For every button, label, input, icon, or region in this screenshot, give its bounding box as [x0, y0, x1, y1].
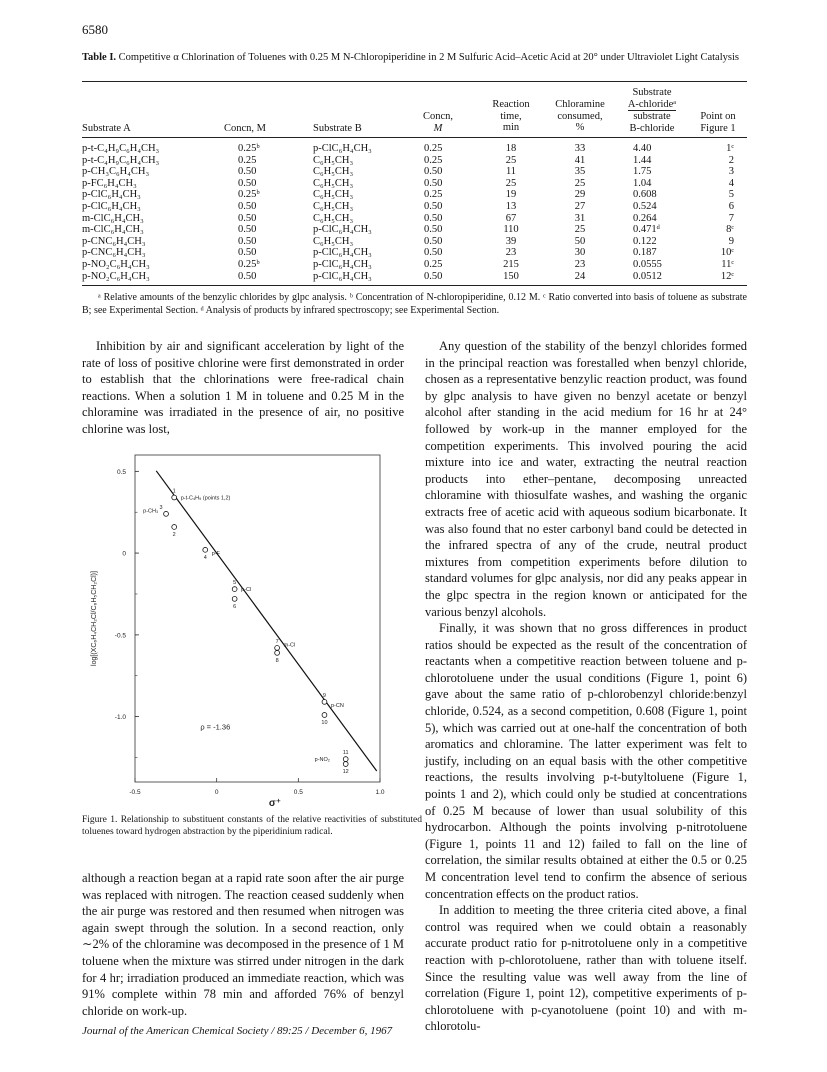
cell-chloramine-consumed: 30 — [574, 247, 586, 259]
data-point — [232, 587, 237, 592]
point-annotation: p-Cl — [241, 587, 252, 594]
cell-substrate-b: C₆H₅CH₃ — [313, 166, 354, 178]
point-label: 1 — [172, 488, 176, 495]
data-point — [164, 511, 169, 516]
header-point-on-figure: Point on Figure 1 — [700, 111, 736, 134]
data-point — [203, 547, 208, 552]
cell-substrate-b: C₆H₅CH₃ — [313, 201, 354, 212]
point-annotation: p-NO₂ — [314, 757, 330, 764]
cell-chloramine-consumed: 29 — [574, 189, 586, 201]
cell-concn-b: 0.50 — [424, 201, 443, 212]
cell-substrate-b: C₆H₅CH₃ — [313, 189, 354, 201]
y-tick-label: -1.0 — [114, 714, 126, 722]
cell-point: 6 — [728, 201, 734, 212]
x-tick-label: 0.5 — [293, 789, 303, 796]
cell-concn-a: 0.25 — [238, 154, 257, 166]
point-label: 11 — [342, 750, 349, 757]
cell-chloramine-consumed: 25 — [574, 177, 586, 189]
paragraph: although a reaction began at a rapid rate soon after the air purge was replaced with nitrogen. The reaction ceased suddenly when the air purge was restored and then resumed when nitrogen was again swept through the solution. In a second reaction, only ∼2% of the chloramine was decomposed in the presence of 1 M toluene when the mixture was stirred under nitrogen in the dark for 4 hr; irradiation produced an immediate reaction, which was 91% complete within 78 min and afforded 76% of benzyl chloride on work-up. — [82, 871, 404, 1018]
cell-point: 11ᶜ — [721, 259, 734, 270]
fit-line — [156, 471, 377, 771]
data-point — [322, 713, 327, 718]
cell-concn-b: 0.50 — [424, 235, 443, 247]
cell-substrate-a: m-ClC₆H₄CH₃ — [82, 212, 144, 224]
cell-ratio: 1.75 — [633, 166, 652, 178]
point-annotation: p-CH₃ — [143, 508, 159, 515]
header-substrate-b: Substrate B — [313, 123, 362, 134]
header-chloramine-consumed: Chloramine consumed, % — [555, 99, 605, 133]
cell-substrate-b: p-ClC₆H₄CH₃ — [313, 270, 372, 282]
cell-concn-a: 0.25ᵇ — [238, 189, 260, 201]
point-label: 5 — [233, 580, 237, 587]
data-point — [322, 699, 327, 704]
left-column-bottom — [82, 870, 404, 1019]
table-caption-text: Competitive α Chlorination of Toluenes with 0.25 M N-Chloropiperidine in 2 M Sulfuric Acid–Acetic Acid at 20° under Ultraviolet Light Catalysis — [118, 52, 739, 63]
cell-reaction-time: 11 — [505, 166, 517, 178]
point-label: 3 — [159, 504, 163, 511]
cell-point: 1ᶜ — [726, 143, 734, 154]
point-label: 8 — [275, 657, 279, 664]
point-annotation: p-t-C₄H₉ (points 1,2) — [180, 495, 231, 502]
cell-chloramine-consumed: 33 — [574, 143, 586, 154]
cell-point: 10ᶜ — [720, 247, 734, 259]
right-column — [425, 338, 747, 1035]
y-axis-label: log[(XC₆H₄CH₂Cl/C₆H₅CH₂Cl)] — [91, 571, 98, 666]
point-label: 9 — [322, 692, 326, 699]
cell-ratio: 1.04 — [633, 177, 652, 189]
cell-ratio: 0.0555 — [633, 259, 662, 270]
cell-reaction-time: 23 — [505, 247, 517, 259]
cell-substrate-a: m-ClC₆H₄CH₃ — [82, 224, 144, 236]
y-tick-label: 0 — [122, 550, 126, 558]
cell-concn-a: 0.25ᵇ — [238, 259, 260, 270]
header-substrate-a: Substrate A — [82, 123, 131, 134]
cell-point: 12ᶜ — [720, 270, 734, 282]
cell-chloramine-consumed: 35 — [574, 166, 586, 178]
cell-concn-b: 0.50 — [424, 224, 443, 236]
cell-substrate-b: p-ClC₆H₄CH₃ — [313, 247, 372, 259]
point-label: 2 — [172, 531, 176, 538]
cell-concn-a: 0.50 — [238, 212, 257, 224]
cell-concn-a: 0.50 — [238, 166, 257, 178]
chart-points — [160, 489, 349, 776]
cell-concn-b: 0.50 — [424, 166, 443, 178]
cell-ratio: 0.187 — [633, 247, 657, 259]
figure-1-chart — [82, 437, 422, 812]
data-point — [343, 762, 348, 767]
cell-point: 2 — [728, 154, 734, 166]
cell-concn-a: 0.50 — [238, 177, 257, 189]
cell-reaction-time: 13 — [505, 201, 517, 212]
cell-chloramine-consumed: 25 — [574, 224, 586, 236]
cell-substrate-b: p-ClC₆H₄CH₃ — [313, 259, 372, 270]
cell-concn-b: 0.50 — [424, 177, 443, 189]
data-point — [172, 525, 177, 530]
cell-substrate-a: p-NO₂C₆H₄CH₃ — [82, 270, 150, 282]
cell-concn-b: 0.25 — [424, 143, 443, 154]
cell-concn-b: 0.25 — [424, 154, 443, 166]
table-header-rule — [82, 137, 747, 138]
cell-reaction-time: 215 — [503, 259, 519, 270]
cell-concn-a: 0.50 — [238, 224, 257, 236]
cell-point: 7 — [728, 212, 734, 224]
point-label: 7 — [275, 638, 279, 645]
cell-point: 3 — [728, 166, 734, 178]
data-point — [275, 646, 280, 651]
x-axis-label: σ⁺ — [268, 798, 282, 809]
point-annotation: m-Cl — [283, 642, 296, 649]
cell-reaction-time: 67 — [505, 212, 517, 224]
cell-substrate-b: C₆H₅CH₃ — [313, 154, 354, 166]
cell-substrate-a: p-NO₂C₆H₄CH₃ — [82, 259, 150, 270]
cell-substrate-b: p-ClC₆H₄CH₃ — [313, 224, 372, 236]
cell-reaction-time: 19 — [505, 189, 517, 201]
cell-chloramine-consumed: 27 — [574, 201, 586, 212]
cell-substrate-a: p-FC₆H₄CH₃ — [82, 177, 137, 189]
cell-ratio: 1.44 — [633, 154, 652, 166]
plot-frame — [135, 455, 380, 782]
paragraph: Inhibition by air and significant acceleration by light of the rate of loss of positive chlorine were first demonstrated in order to establish that the chlorinations were free-radical chain reactions. When a solution 1 M in toluene and 0.25 M in the chloramine was irradiated in the presence of air, no positive chlorine was lost, — [82, 339, 404, 436]
cell-point: 5 — [728, 189, 734, 201]
data-point — [275, 650, 280, 655]
cell-concn-a: 0.50 — [238, 247, 257, 259]
paragraph: Finally, it was shown that no gross differences in product ratios should be expected as the result of the concentration of reactants when a competitive reaction between toluene and p-chlorotoluene under the usual conditions (Figure 1, point 6) gave about the same ratio of p-chlorobenzyl chloride:benzyl chloride, 0.524, as a second competition, 0.608 (Figure 1, point 5), which was carried out at one-half the concentration of both aromatics and chloramine. The latter experiment was felt to justify, including on an equal basis with the other competitive reactions, the results involving p-t-butyltoluene (Figure 1, points 1 and 2), which could only be studied at concentrations of 0.25 M because of lower than usual solubility of this hydrocarbon. Although the points involving p-nitrotoluene (Figure 1, points 11 and 12) failed to fall on the line of correlation, the similar results obtained at either the 0.5 or 0.25 M concentration level tend to confirm the absence of serious concentration effects on the product ratios. — [425, 621, 747, 901]
cell-reaction-time: 110 — [503, 224, 519, 236]
y-tick-label: -0.5 — [114, 632, 126, 640]
cell-concn-b: 0.25 — [424, 259, 443, 270]
cell-reaction-time: 150 — [503, 270, 519, 282]
cell-substrate-b: C₆H₅CH₃ — [313, 235, 354, 247]
cell-substrate-a: p-t-C₄H₉C₆H₄CH₃ — [82, 143, 160, 154]
cell-chloramine-consumed: 23 — [574, 259, 586, 270]
figure-caption: Figure 1. Relationship to substituent constants of the relative reactivities of substituted toluenes toward hydrogen abstraction by the piperidinium radical. — [82, 815, 422, 837]
cell-chloramine-consumed: 41 — [574, 154, 586, 166]
cell-point: 8ᶜ — [726, 224, 734, 236]
point-label: 6 — [233, 603, 237, 610]
cell-substrate-b: C₆H₅CH₃ — [313, 177, 354, 189]
paragraph: In addition to meeting the three criteria cited above, a final control was required when we could obtain a reasonably accurate product ratio for p-nitrotoluene only in a competitive reaction with p-chlorotoluene, rather than with toluene itself. Since the resulting value was well away from the line of correlation (Figure 1, point 12), competitive experiments of p-chlorotoluene with p-cyanotoluene (point 10) and with m-chlorotolu- — [425, 903, 747, 1034]
chart-frame — [135, 455, 380, 782]
cell-substrate-b: C₆H₅CH₃ — [313, 212, 354, 224]
cell-concn-b: 0.50 — [424, 247, 443, 259]
data-point — [172, 495, 177, 500]
cell-ratio: 0.471ᵈ — [633, 224, 660, 236]
paragraph: Any question of the stability of the benzyl chlorides formed in the principal reaction was forestalled when benzyl chloride, chosen as a representative benzylic reaction product, was found by glpc analysis to have given no benzyl acetate or benzyl alcohol after standing in the acid medium for 16 hr at 24° followed by work-up in the manner employed for the competition experiments. This involved pouring the acid mixture into ice and water, extracting the neutral reaction products into ether–pentane, decomposing unreacted chloramine with thiosulfate washes, and washing the organic extracts free of acetic acid with aqueous sodium bicarbonate. It was also found that no ester carbonyl band could be detected in the infrared spectra of any of the crude, neutral product mixtures from competition experiments before dilution to standard volumes for glpc analysis, nor did any peaks appear in the glpc spectra in the region known or anticipated for the various benzyl alcohols. — [425, 339, 747, 619]
cell-reaction-time: 25 — [505, 177, 517, 189]
point-label: 10 — [321, 719, 328, 726]
journal-footer: Journal of the American Chemical Society / 89:25 / December 6, 1967 — [82, 1025, 393, 1037]
rho-label: ρ = -1.36 — [200, 722, 231, 732]
left-column-top — [82, 338, 404, 438]
cell-point: 4 — [728, 177, 734, 189]
x-tick-label: 0 — [214, 789, 219, 796]
cell-ratio: 0.122 — [633, 235, 657, 247]
cell-concn-a: 0.25ᵇ — [238, 143, 260, 154]
cell-substrate-a: p-t-C₄H₉C₆H₄CH₃ — [82, 154, 160, 166]
chart-ticks — [115, 469, 385, 796]
table-caption — [82, 52, 752, 65]
header-concn2: Concn, M — [422, 111, 454, 134]
cell-reaction-time: 39 — [505, 235, 517, 247]
header-concn-m: Concn, M — [224, 123, 266, 134]
cell-ratio: 0.524 — [633, 201, 657, 212]
header-ratio: Substrate A-chlorideᵃ substrate B-chloride — [627, 87, 677, 134]
cell-ratio: 0.0512 — [633, 270, 662, 282]
cell-concn-a: 0.50 — [238, 201, 257, 212]
cell-point: 9 — [728, 235, 734, 247]
table-bottom-rule — [82, 285, 747, 286]
cell-concn-b: 0.50 — [424, 270, 443, 282]
point-label: 4 — [203, 554, 207, 561]
cell-substrate-a: p-CH₃C₆H₄CH₃ — [82, 166, 150, 178]
point-annotation: p-F — [211, 551, 221, 558]
header-reaction-time: Reaction time, min — [492, 99, 530, 133]
data-point — [343, 757, 348, 762]
point-label: 12 — [342, 769, 349, 776]
cell-reaction-time: 25 — [505, 154, 517, 166]
cell-chloramine-consumed: 31 — [574, 212, 586, 224]
y-tick-label: 0.5 — [116, 468, 126, 476]
table-footnote: ᵃ Relative amounts of the benzylic chlorides by glpc analysis. ᵇ Concentration of N-chloropiperidine, 0.12 M. ᶜ Ratio converted into basis of toluene as substrate B; see Experimental Section. ᵈ Analysis of products by infrared spectroscopy; see Experimental Section. — [82, 292, 747, 316]
cell-concn-b: 0.50 — [424, 212, 443, 224]
cell-substrate-a: p-CNC₆H₄CH₃ — [82, 247, 146, 259]
table-label: Table I. — [82, 52, 117, 63]
cell-concn-b: 0.25 — [424, 189, 443, 201]
cell-concn-a: 0.50 — [238, 235, 257, 247]
x-tick-label: -0.5 — [129, 789, 141, 796]
table-top-rule — [82, 81, 747, 82]
x-tick-label: 1.0 — [375, 789, 385, 796]
regression-line — [156, 471, 377, 771]
cell-chloramine-consumed: 24 — [574, 270, 586, 282]
cell-chloramine-consumed: 50 — [574, 235, 586, 247]
cell-substrate-a: p-CNC₆H₄CH₃ — [82, 235, 146, 247]
cell-concn-a: 0.50 — [238, 270, 257, 282]
cell-ratio: 0.264 — [633, 212, 657, 224]
cell-substrate-b: p-ClC₆H₄CH₃ — [313, 143, 372, 154]
cell-substrate-a: p-ClC₆H₄CH₃ — [82, 201, 141, 212]
page-number: 6580 — [82, 22, 108, 37]
point-annotation: p-CN — [331, 703, 344, 710]
cell-substrate-a: p-ClC₆H₄CH₃ — [82, 189, 141, 201]
cell-ratio: 0.608 — [633, 189, 657, 201]
data-point — [232, 596, 237, 601]
cell-ratio: 4.40 — [633, 143, 652, 154]
cell-reaction-time: 18 — [505, 143, 517, 154]
